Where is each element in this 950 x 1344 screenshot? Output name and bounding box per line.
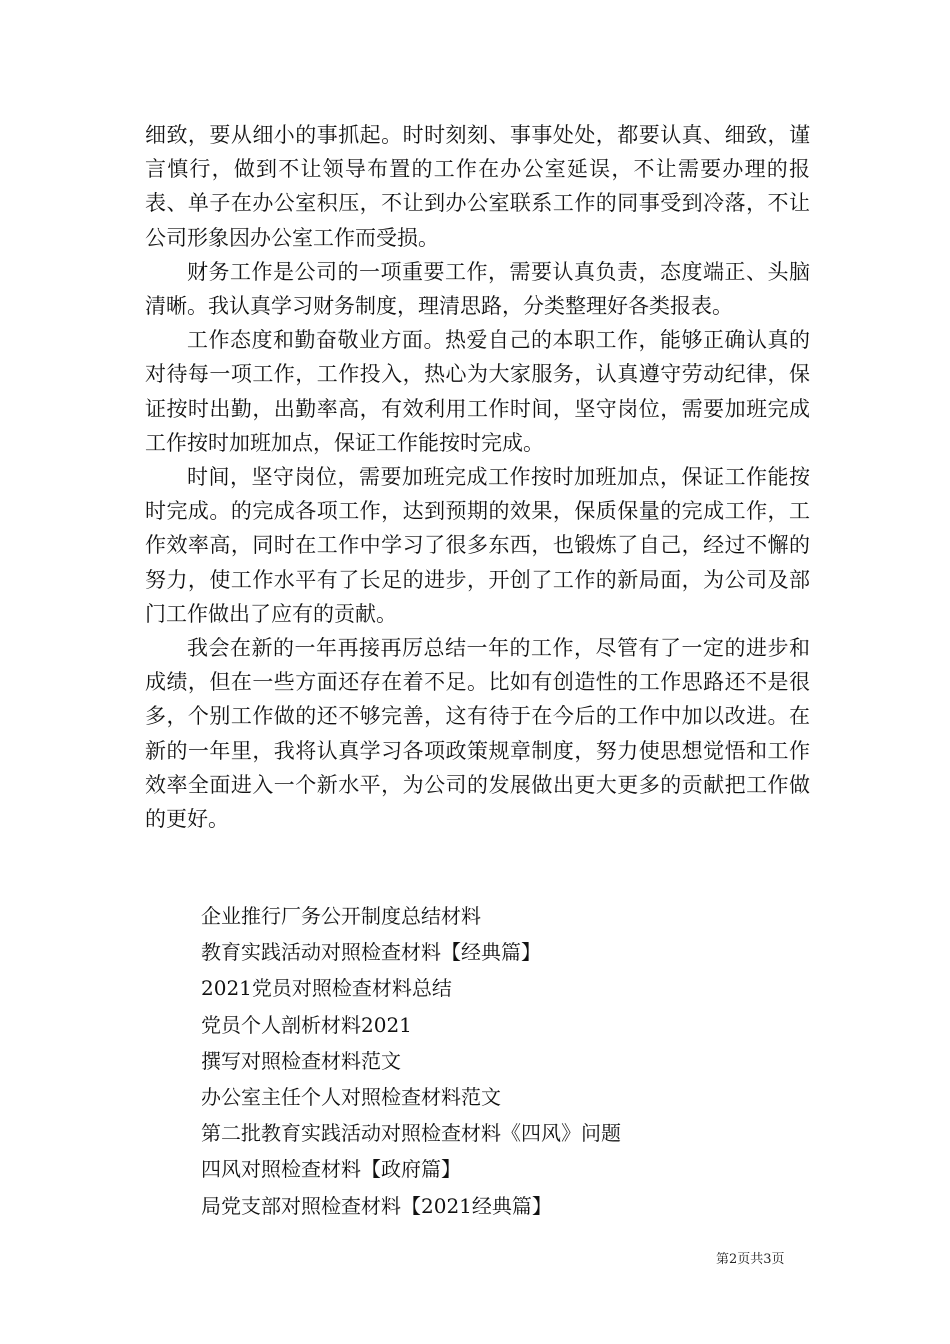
paragraph-3: 工作态度和勤奋敬业方面。热爱自己的本职工作，能够正确认真的对待每一项工作，工作投入，热心为大家服务，认真遵守劳动纪律，保证按时出勤，出勤率高，有效利用工作时间，坚守岗位，需要加班完成工作按时加班加点，保证工作能按时完成。 [145,328,810,455]
related-link-8[interactable]: 四风对照检查材料【政府篇】 [201,1157,461,1182]
related-link-7[interactable]: 第二批教育实践活动对照检查材料《四风》问题 [201,1121,621,1146]
related-link-4[interactable]: 党员个人剖析材料2021 [201,1012,412,1037]
related-link-3[interactable]: 2021党员对照检查材料总结 [201,976,452,1001]
paragraph-1: 细致，要从细小的事抓起。时时刻刻、事事处处，都要认真、细致，谨言慎行，做到不让领导布置的工作在办公室延误，不让需要办理的报表、单子在办公室积压，不让到办公室联系工作的同事受到冷落，不让公司形象因办公室工作而受损。 [145,123,810,250]
related-link-9[interactable]: 局党支部对照检查材料【2021经典篇】 [201,1193,552,1218]
paragraph-4: 时间，坚守岗位，需要加班完成工作按时加班加点，保证工作能按时完成。的完成各项工作，达到预期的效果，保质保量的完成工作，工作效率高，同时在工作中学习了很多东西，也锻炼了自己，经过不懈的努力，使工作水平有了长足的进步，开创了工作的新局面，为公司及部门工作做出了应有的贡献。 [145,465,810,626]
related-link-1[interactable]: 企业推行厂务公开制度总结材料 [201,904,481,928]
related-link-2[interactable]: 教育实践活动对照检查材料【经典篇】 [201,940,541,965]
paragraph-2: 财务工作是公司的一项重要工作，需要认真负责，态度端正、头脑清晰。我认真学习财务制度，理清思路，分类整理好各类报表。 [145,259,810,319]
related-links-list [201,898,821,1224]
page-number-footer: 第2页共3页 [716,1252,785,1267]
document-body [145,118,810,836]
related-link-6[interactable]: 办公室主任个人对照检查材料范文 [201,1084,501,1109]
related-link-5[interactable]: 撰写对照检查材料范文 [201,1048,401,1073]
paragraph-5: 我会在新的一年再接再厉总结一年的工作，尽管有了一定的进步和成绩，但在一些方面还存在着不足。比如有创造性的工作思路还不是很多，个别工作做的还不够完善，这有待于在今后的工作中加以改进。在新的一年里，我将认真学习各项政策规章制度，努力使思想觉悟和工作效率全面进入一个新水平，为公司的发展做出更大更多的贡献把工作做的更好。 [145,636,810,832]
